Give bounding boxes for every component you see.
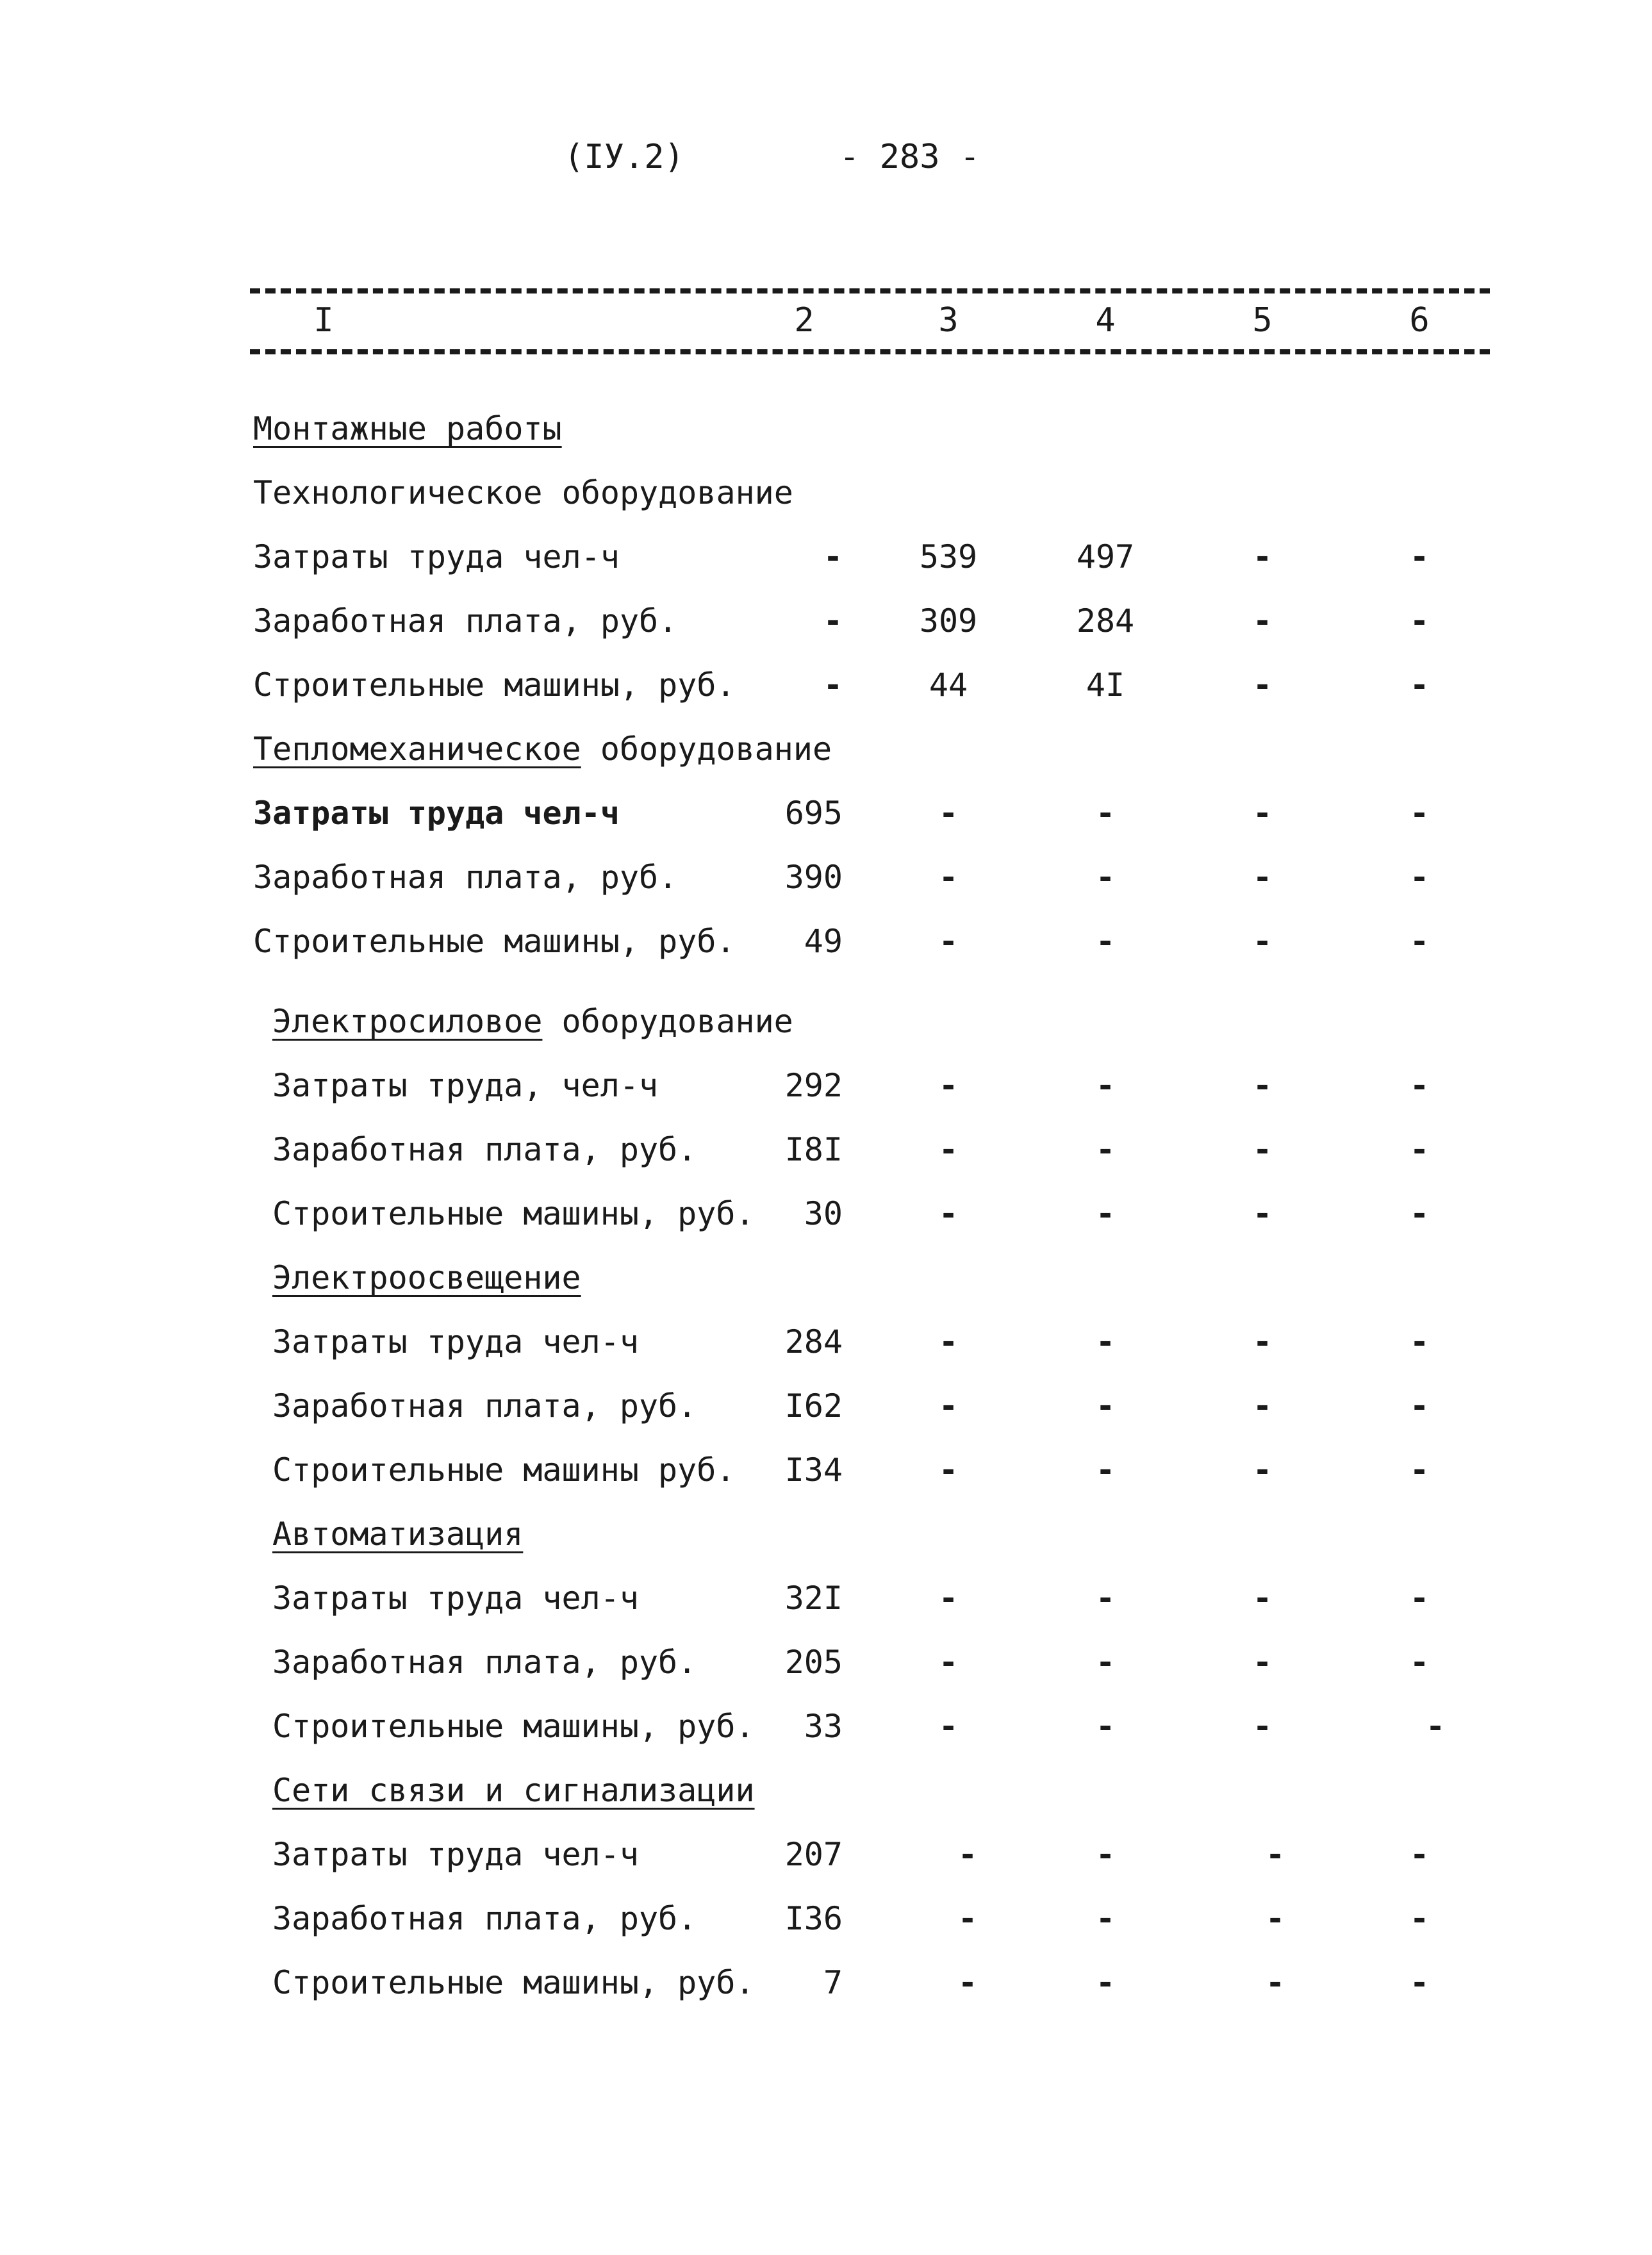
cell-col5: - [1252,666,1273,704]
cell-col5: - [1252,1644,1273,1681]
cell-col6: - [1409,1964,1430,2001]
cell-col5: - [1252,795,1273,832]
section-title-rest: оборудование [581,731,832,768]
cell-col6: - [1409,859,1430,896]
cell-col6: - [1409,1195,1430,1232]
cell-col5: - [1265,1964,1285,2001]
table-row [0,1836,1652,1887]
cell-col6: - [1409,1836,1430,1873]
cell-col2: I62 [784,1387,843,1425]
row-label: Заработная плата, руб. [272,1644,697,1681]
cell-col6: - [1409,1451,1430,1489]
cell-col6: - [1425,1708,1446,1745]
cell-col3: - [938,1708,959,1745]
cell-col5: - [1252,538,1273,575]
table-row [0,1451,1652,1503]
row-label: Заработная плата, руб. [253,859,678,896]
row-label: Заработная плата, руб. [272,1131,697,1168]
cell-col3: - [938,1195,959,1232]
section-title: Монтажные работы [253,410,562,447]
cell-col6: - [1409,1580,1430,1617]
column-header-5: 5 [1252,301,1273,340]
cell-col3: - [938,1323,959,1360]
column-header-2: 2 [794,301,814,340]
section-title-rest: оборудование [542,1003,793,1040]
section-title: Сети связи и сигнализации [272,1772,755,1809]
row-label: Строительные машины руб. [272,1451,736,1489]
section-heading [253,731,832,768]
table-rule-bottom [250,349,1490,354]
section-title: Электросиловое [272,1003,543,1040]
cell-col6: - [1409,666,1430,704]
section-code: (IУ.2) [564,138,684,176]
table-row [0,923,1652,974]
cell-col4: - [1095,1323,1116,1360]
cell-col5: - [1252,1067,1273,1104]
row-label: Строительные машины, руб. [253,923,736,960]
cell-col5: - [1252,1451,1273,1489]
cell-col4: - [1095,1580,1116,1617]
column-header-1: I [313,301,334,340]
table-row [0,859,1652,910]
cell-col4: - [1095,1900,1116,1937]
cell-col3: - [938,1644,959,1681]
row-label: Строительные машины, руб. [272,1195,755,1232]
cell-col6: - [1409,923,1430,960]
cell-col4: - [1095,1131,1116,1168]
cell-col2: I8I [784,1131,843,1168]
row-label: Затраты труда, чел-ч [272,1067,659,1104]
row-label: Затраты труда чел-ч [272,1580,639,1617]
table-row [0,1900,1652,1951]
cell-col4: 497 [1076,538,1135,575]
cell-col2: - [823,666,843,704]
section-title: Автоматизация [272,1516,524,1553]
table-row [0,1580,1652,1631]
cell-col3: - [957,1964,978,2001]
page-header [0,138,1652,189]
table-row [0,602,1652,654]
cell-col6: - [1409,1131,1430,1168]
cell-col6: - [1409,1387,1430,1425]
cell-col2: 207 [784,1836,843,1873]
cell-col5: - [1252,1323,1273,1360]
cell-col5: - [1252,1708,1273,1745]
cell-col4: - [1095,1644,1116,1681]
table-row [0,1964,1652,2015]
row-label: Строительные машины, руб. [272,1708,755,1745]
section-title: Электроосвещение [272,1259,581,1296]
cell-col2: 284 [784,1323,843,1360]
cell-col2: I34 [784,1451,843,1489]
cell-col4: - [1095,1708,1116,1745]
cell-col2: - [823,538,843,575]
cell-col4: 284 [1076,602,1135,640]
cell-col5: - [1252,923,1273,960]
cell-col2: 30 [804,1195,843,1232]
cell-col4: - [1095,859,1116,896]
cell-col2: 390 [784,859,843,896]
cell-col6: - [1409,1323,1430,1360]
cell-col2: 32I [784,1580,843,1617]
cell-col5: - [1252,1387,1273,1425]
row-label: Заработная плата, руб. [272,1900,697,1937]
cell-col5: - [1252,1131,1273,1168]
cell-col6: - [1409,1644,1430,1681]
cell-col2: I36 [784,1900,843,1937]
column-header-3: 3 [938,301,959,340]
cell-col3: 539 [919,538,978,575]
cell-col5: - [1252,602,1273,640]
section-subtitle: Технологическое оборудование [253,474,793,511]
cell-col5: - [1265,1900,1285,1937]
cell-col3: - [957,1836,978,1873]
cell-col2: 205 [784,1644,843,1681]
column-headers [0,301,1652,346]
column-header-6: 6 [1409,301,1430,340]
row-label: Затраты труда чел-ч [253,795,620,832]
table-row [0,666,1652,718]
cell-col2: 695 [784,795,843,832]
cell-col6: - [1409,602,1430,640]
cell-col6: - [1409,538,1430,575]
table-row [0,1323,1652,1375]
cell-col4: - [1095,1964,1116,2001]
cell-col2: 33 [804,1708,843,1745]
cell-col3: - [938,1451,959,1489]
cell-col5: - [1252,1580,1273,1617]
cell-col4: - [1095,795,1116,832]
page-number: - 283 - [839,138,980,176]
cell-col3: 309 [919,602,978,640]
row-label: Заработная плата, руб. [253,602,678,640]
cell-col3: - [938,1580,959,1617]
cell-col4: - [1095,1387,1116,1425]
table-row [0,1067,1652,1118]
cell-col4: - [1095,1836,1116,1873]
cell-col3: - [938,1387,959,1425]
cell-col3: 44 [929,666,968,704]
row-label: Строительные машины, руб. [253,666,736,704]
table-row [0,1644,1652,1695]
cell-col5: - [1265,1836,1285,1873]
table-row [0,1131,1652,1182]
cell-col5: - [1252,859,1273,896]
cell-col3: - [938,795,959,832]
row-label: Затраты труда чел-ч [253,538,620,575]
cell-col2: 7 [823,1964,843,2001]
cell-col4: 4I [1086,666,1125,704]
cell-col6: - [1409,795,1430,832]
row-label: Затраты труда чел-ч [272,1836,639,1873]
cell-col2: 49 [804,923,843,960]
cell-col4: - [1095,1195,1116,1232]
cell-col6: - [1409,1900,1430,1937]
cell-col4: - [1095,1067,1116,1104]
cell-col5: - [1252,1195,1273,1232]
section-heading [272,1003,793,1040]
cell-col2: - [823,602,843,640]
cell-col6: - [1409,1067,1430,1104]
cell-col2: 292 [784,1067,843,1104]
table-row [0,1387,1652,1439]
table-rule-top [250,288,1490,293]
table-row [0,1195,1652,1246]
cell-col3: - [938,923,959,960]
column-header-4: 4 [1095,301,1116,340]
section-title: Тепломеханическое [253,731,581,768]
cell-col4: - [1095,923,1116,960]
cell-col3: - [957,1900,978,1937]
row-label: Затраты труда чел-ч [272,1323,639,1360]
table-row [0,1708,1652,1759]
row-label: Заработная плата, руб. [272,1387,697,1425]
cell-col3: - [938,1067,959,1104]
cell-col4: - [1095,1451,1116,1489]
table-row [0,795,1652,846]
table-row [0,538,1652,590]
row-label: Строительные машины, руб. [272,1964,755,2001]
cell-col3: - [938,1131,959,1168]
cell-col3: - [938,859,959,896]
